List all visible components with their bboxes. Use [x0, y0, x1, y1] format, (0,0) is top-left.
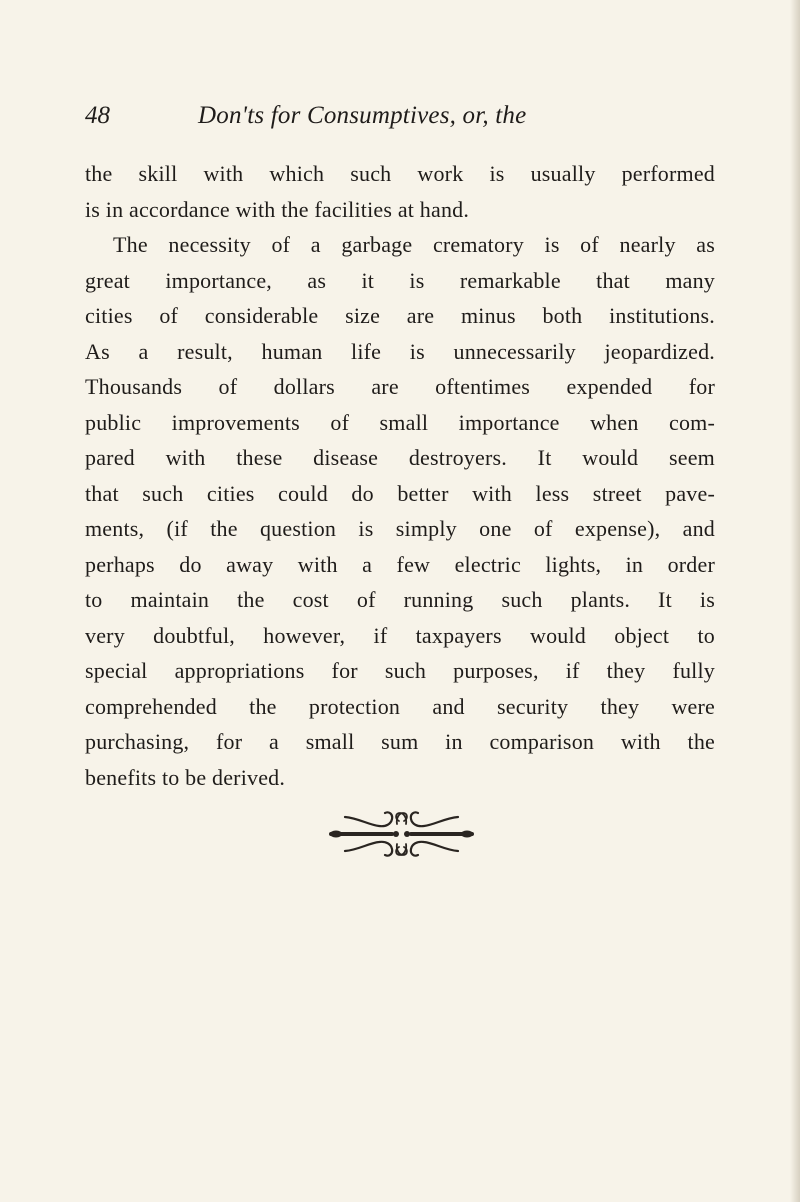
- text-line: great importance, as it is remarkable that many: [85, 267, 715, 293]
- text-line: the skill with which such work is usually performed: [85, 161, 715, 186]
- body-text: [85, 156, 715, 795]
- page-header: [85, 96, 715, 136]
- text-line: public improvements of small importance when com-: [85, 409, 715, 435]
- running-head: Don'ts for Consumptives, or, the: [198, 102, 527, 129]
- text-line: benefits to be derived.: [85, 764, 286, 790]
- text-line: very doubtful, however, if taxpayers would object to: [85, 622, 715, 648]
- text-line: is in accordance with the facilities at hand.: [85, 196, 470, 222]
- decorative-scroll-ornament-icon: [329, 806, 474, 862]
- text-line: The necessity of a garbage crematory is of nearly as: [113, 232, 715, 257]
- text-line: purchasing, for a small sum in comparison with the: [85, 729, 715, 754]
- page-number: 48: [85, 102, 110, 129]
- text-line: special appropriations for such purposes, if they fully: [85, 658, 715, 683]
- page-edge-shadow: [790, 0, 800, 1202]
- text-line: Thousands of dollars are oftentimes expended for: [85, 374, 715, 399]
- text-line: pared with these disease destroyers. It would seem: [85, 445, 715, 470]
- text-line: comprehended the protection and security they were: [85, 693, 715, 719]
- text-line: perhaps do away with a few electric lights, in order: [85, 551, 715, 577]
- text-line: ments, (if the question is simply one of expense), and: [85, 516, 715, 541]
- text-line: that such cities could do better with less street pave-: [85, 480, 715, 506]
- text-line: cities of considerable size are minus both institutions.: [85, 303, 715, 328]
- text-line: to maintain the cost of running such plants. It is: [85, 587, 715, 612]
- text-line: As a result, human life is unnecessarily jeopardized.: [85, 338, 715, 364]
